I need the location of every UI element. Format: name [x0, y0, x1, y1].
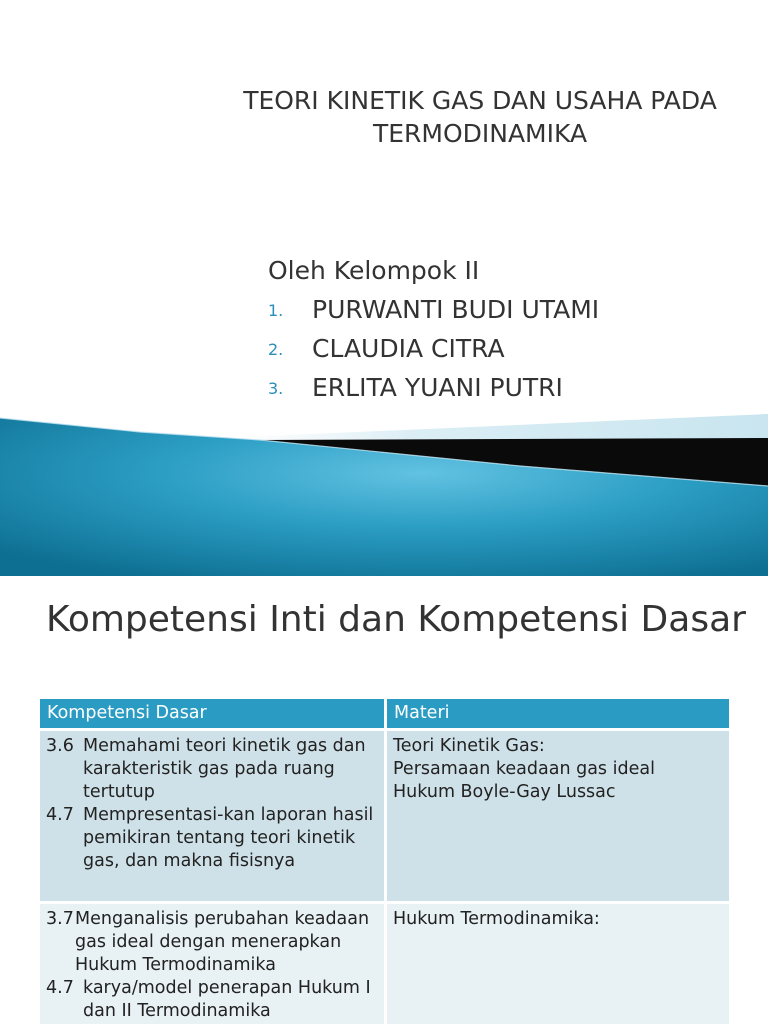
member-name: PURWANTI BUDI UTAMI	[312, 295, 600, 324]
kd-text: Mempresentasi-kan laporan hasil pemikiran tentang teori kinetik gas, dan makna fisisnya	[83, 805, 374, 871]
kd-entry	[46, 804, 378, 873]
kd-entry	[46, 735, 378, 804]
materi-line: Teori Kinetik Gas:	[393, 736, 545, 756]
member-name: CLAUDIA CITRA	[312, 334, 505, 363]
column-header: Kompetensi Dasar	[40, 699, 387, 731]
member-number: 2.	[268, 340, 284, 359]
materi-line: Persamaan keadaan gas ideal	[393, 759, 655, 779]
kd-code: 4.7	[46, 805, 74, 825]
materi-cell	[387, 731, 729, 904]
competency-table	[40, 699, 729, 1024]
table-header-row	[40, 699, 729, 731]
materi-line: Hukum Termodinamika:	[393, 909, 600, 929]
member-name: ERLITA YUANI PUTRI	[312, 373, 563, 402]
group-label: Oleh Kelompok II	[268, 256, 480, 285]
kd-text: Menganalisis perubahan keadaan gas ideal dengan menerapkan Hukum Termodinamika	[75, 909, 370, 975]
member-number: 3.	[268, 379, 284, 398]
member-item	[268, 368, 748, 407]
kd-code: 4.7	[46, 978, 74, 998]
kd-text: Memahami teori kinetik gas dan karakteristik gas pada ruang tertutup	[83, 736, 366, 802]
member-item	[268, 329, 748, 368]
kd-text: karya/model penerapan Hukum I dan II Termodinamika	[83, 978, 371, 1021]
slide-title: Kompetensi Inti dan Kompetensi Dasar	[46, 599, 746, 640]
member-item	[268, 290, 748, 329]
table-row	[40, 904, 729, 1024]
kd-code: 3.6	[46, 736, 74, 756]
kd-cell	[40, 904, 387, 1024]
kd-cell	[40, 731, 387, 904]
table-row	[40, 731, 729, 904]
kd-code: 3.7	[46, 909, 74, 929]
slide-title: TEORI KINETIK GAS DAN USAHA PADA TERMODINAMIKA	[243, 86, 717, 148]
competency-slide	[0, 576, 768, 1024]
materi-line: Hukum Boyle-Gay Lussac	[393, 782, 616, 802]
materi-cell	[387, 904, 729, 1024]
kd-entry	[46, 908, 378, 977]
member-number: 1.	[268, 301, 284, 320]
group-info	[268, 252, 748, 407]
column-header: Materi	[387, 699, 729, 731]
kd-entry	[46, 977, 378, 1023]
decorative-wave-band	[0, 410, 768, 576]
